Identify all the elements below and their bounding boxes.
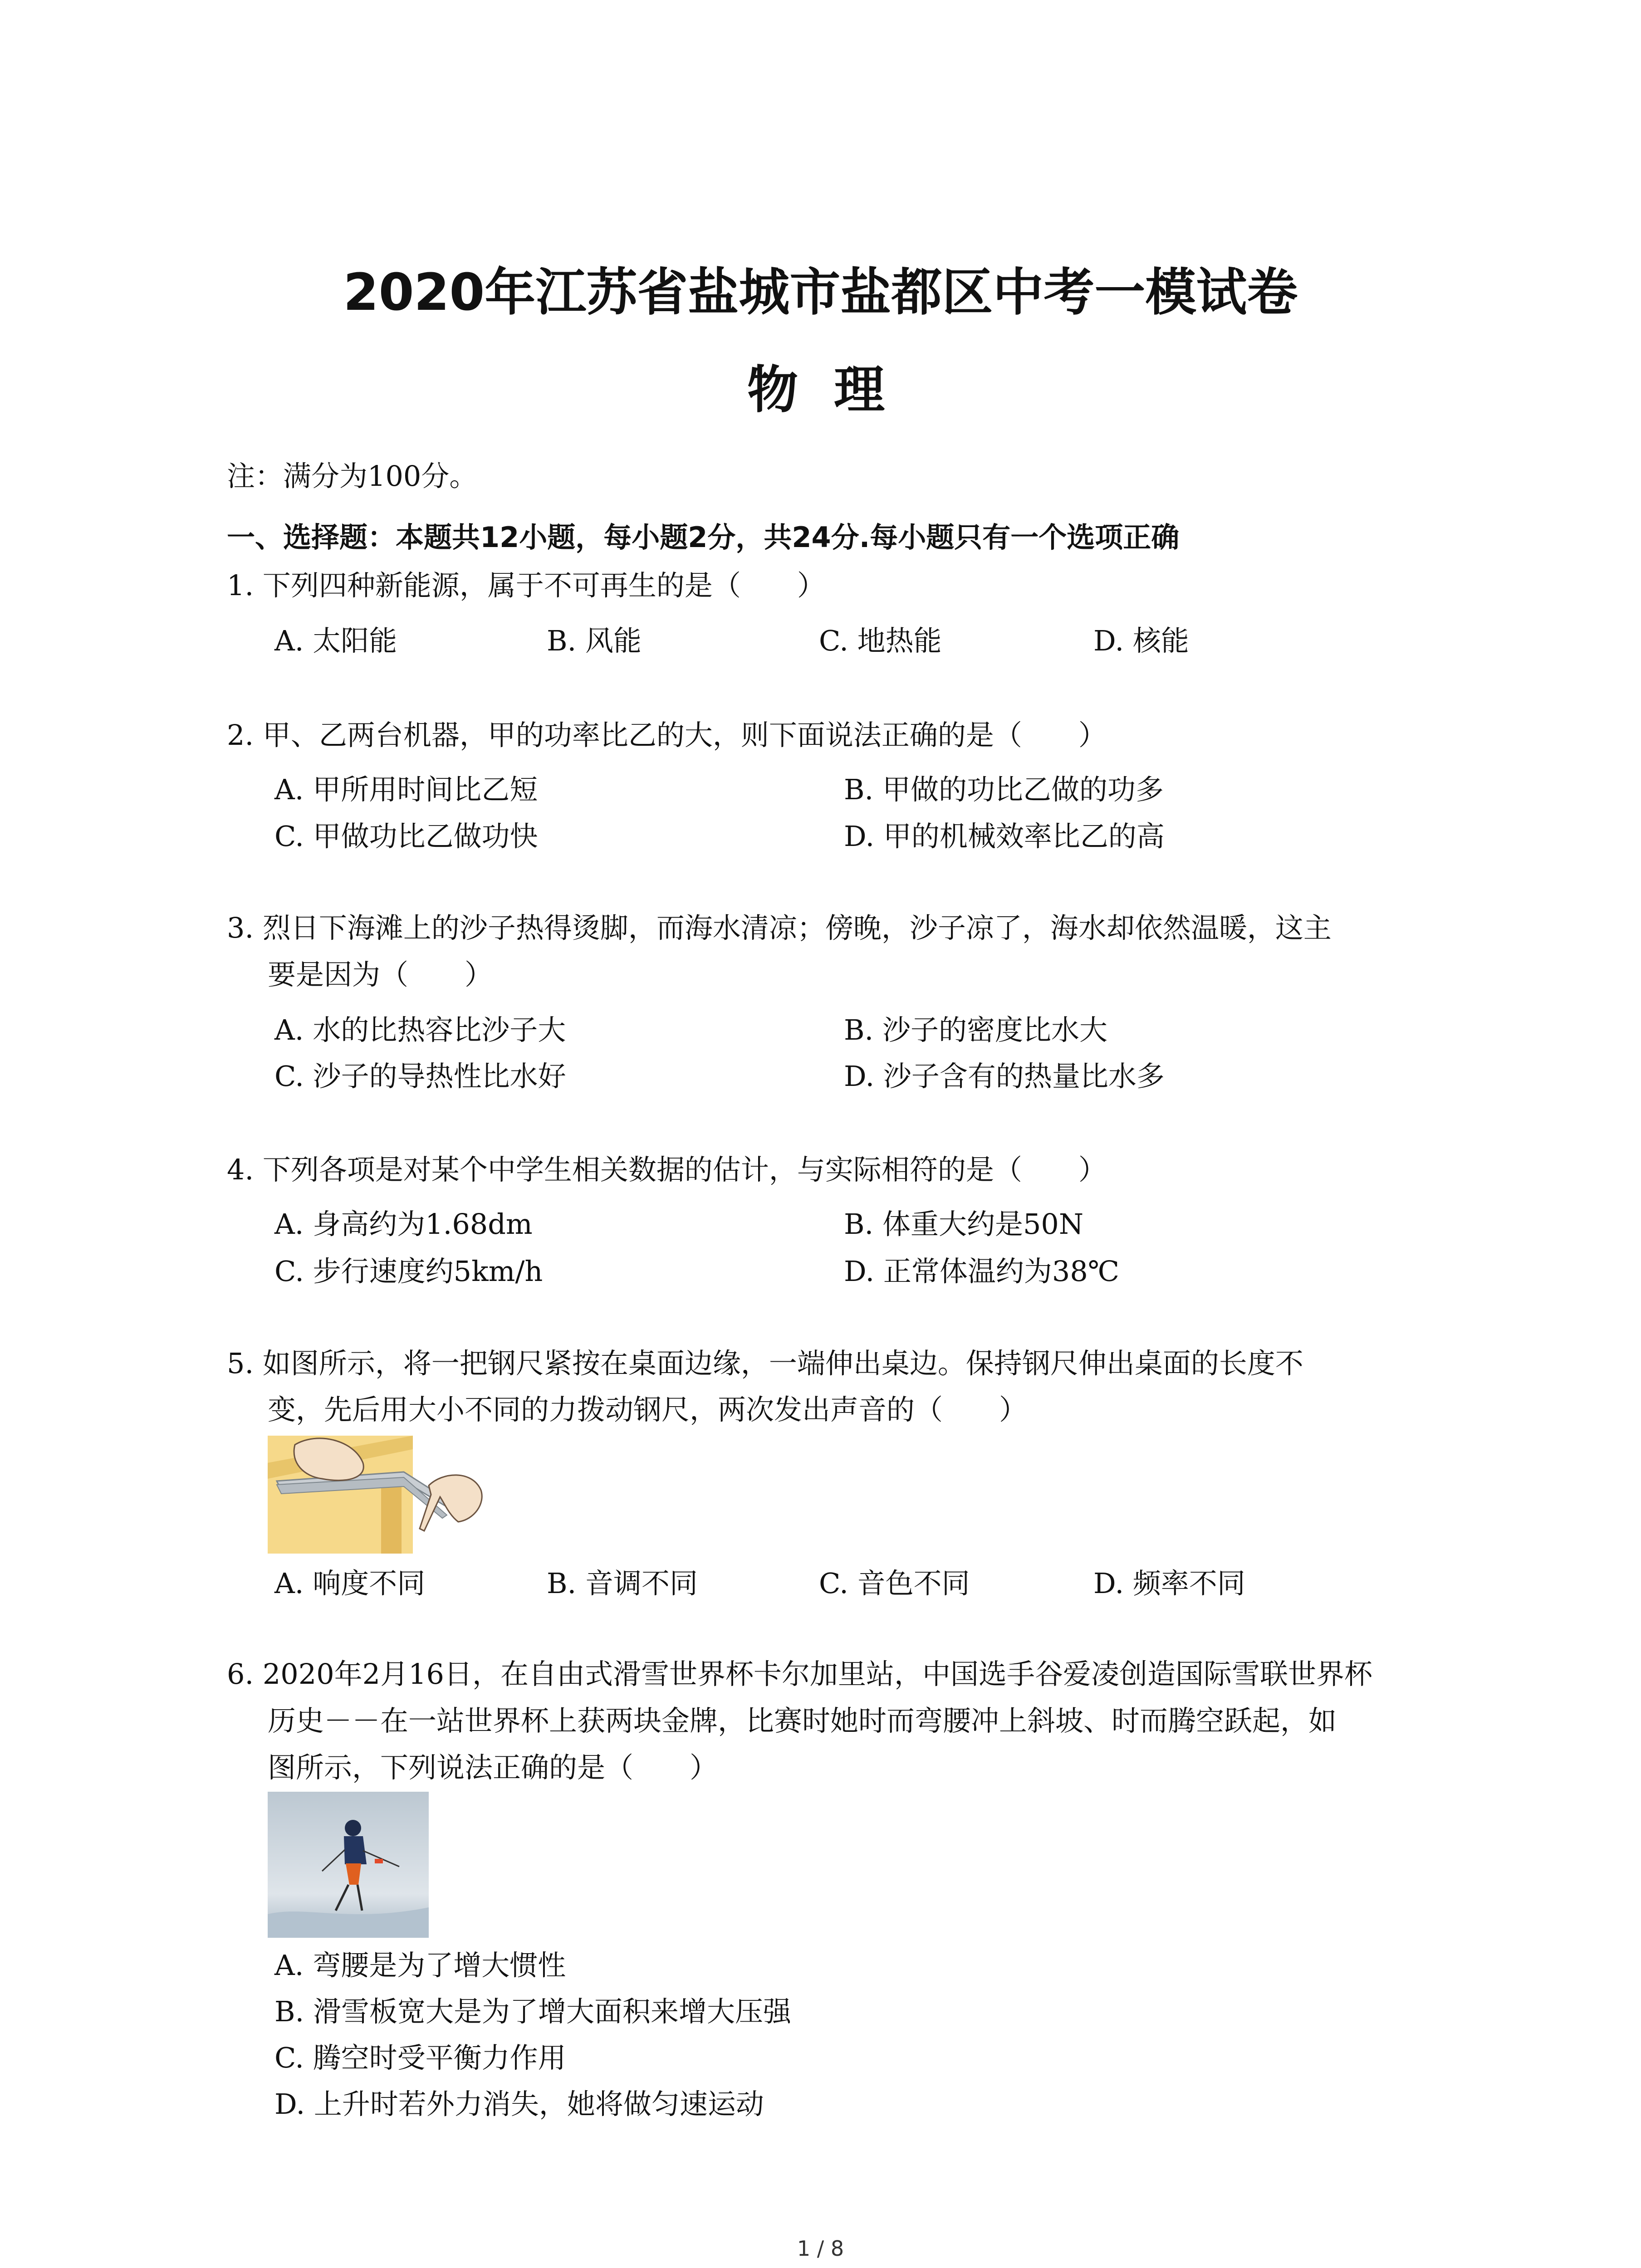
skier-photo	[268, 1792, 429, 1938]
option-c: C. 甲做功比乙做功快	[274, 820, 538, 853]
option-b: B. 滑雪板宽大是为了增大面积来增大压强	[274, 1995, 791, 2028]
question-stem: 3. 烈日下海滩上的沙子热得烫脚，而海水清凉；傍晚，沙子凉了，海水却依然温暖，这主	[227, 911, 1332, 944]
option-d: D. 甲的机械效率比乙的高	[844, 820, 1165, 853]
option-a: A. 水的比热容比沙子大	[274, 1013, 566, 1046]
question-stem: 1. 下列四种新能源，属于不可再生的是（ ）	[227, 569, 825, 602]
option-b: B. 音调不同	[547, 1567, 698, 1600]
option-d: D. 沙子含有的热量比水多	[844, 1060, 1165, 1093]
option-c: C. 腾空时受平衡力作用	[274, 2041, 566, 2074]
section-heading: 一、选择题：本题共12小题，每小题2分，共24分.每小题只有一个选项正确	[227, 521, 1180, 554]
page-number: 1 / 8	[797, 2236, 844, 2261]
option-c: C. 步行速度约5km/h	[274, 1255, 543, 1288]
option-a: A. 身高约为1.68dm	[274, 1207, 533, 1241]
option-d: D. 正常体温约为38℃	[844, 1255, 1120, 1288]
option-b: B. 甲做的功比乙做的功多	[844, 773, 1164, 806]
option-a: A. 响度不同	[274, 1567, 426, 1600]
option-b: B. 沙子的密度比水大	[844, 1013, 1107, 1046]
option-b: B. 体重大约是50N	[844, 1207, 1084, 1241]
question-stem-cont: 变，先后用大小不同的力拨动钢尺，两次发出声音的（ ）	[268, 1393, 1028, 1426]
score-note: 注：满分为100分。	[227, 459, 478, 493]
option-d: D. 上升时若外力消失，她将做匀速运动	[274, 2087, 764, 2121]
question-stem: 4. 下列各项是对某个中学生相关数据的估计，与实际相符的是（ ）	[227, 1153, 1107, 1186]
option-a: A. 甲所用时间比乙短	[274, 773, 538, 806]
question-stem-cont: 要是因为（ ）	[268, 958, 493, 991]
question-stem: 6. 2020年2月16日，在自由式滑雪世界杯卡尔加里站，中国选手谷爱凌创造国际雪联世界杯	[227, 1657, 1372, 1691]
option-d: D. 频率不同	[1093, 1567, 1245, 1600]
ruler-table-figure	[268, 1436, 490, 1554]
option-a: A. 太阳能	[274, 624, 397, 657]
question-stem: 5. 如图所示，将一把钢尺紧按在桌面边缘，一端伸出桌边。保持钢尺伸出桌面的长度不	[227, 1347, 1303, 1380]
option-b: B. 风能	[547, 624, 642, 657]
option-a: A. 弯腰是为了增大惯性	[274, 1949, 566, 1982]
option-c: C. 音色不同	[819, 1567, 970, 1600]
question-stem-cont: 图所示，下列说法正确的是（ ）	[268, 1751, 718, 1784]
question-stem: 2. 甲、乙两台机器，甲的功率比乙的大，则下面说法正确的是（ ）	[227, 719, 1107, 752]
option-d: D. 核能	[1093, 624, 1189, 657]
page-title: 2020年江苏省盐城市盐都区中考一模试卷	[343, 263, 1298, 322]
option-c: C. 地热能	[819, 624, 942, 657]
subject-title: 物 理	[747, 361, 894, 420]
question-stem-cont: 历史－－在一站世界杯上获两块金牌，比赛时她时而弯腰冲上斜坡、时而腾空跃起，如	[268, 1704, 1337, 1737]
option-c: C. 沙子的导热性比水好	[274, 1060, 566, 1093]
